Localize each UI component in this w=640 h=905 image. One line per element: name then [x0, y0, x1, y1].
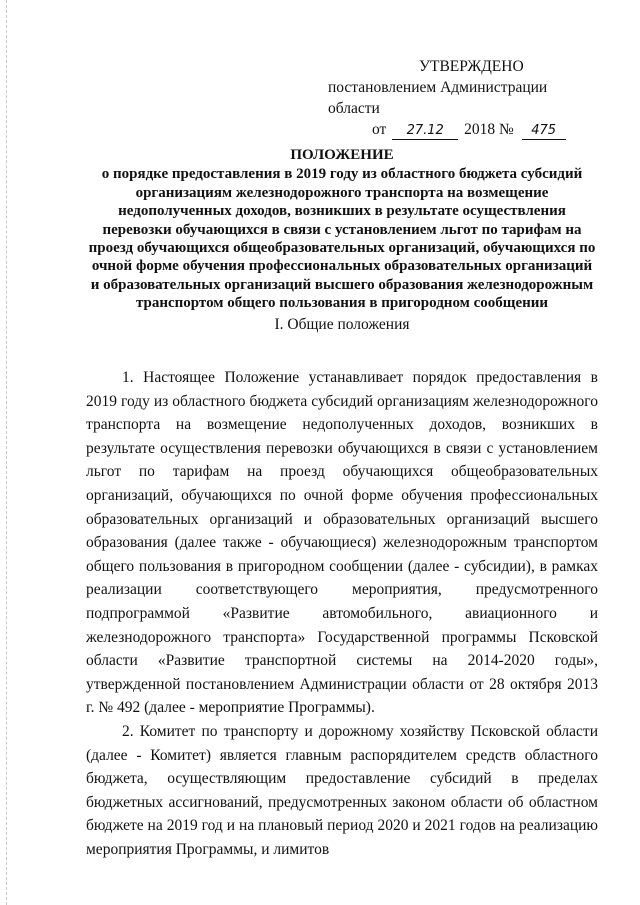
paragraph-1: 1. Настоящее Положение устанавливает порядок предоставления в 2019 году из областного бюджета субсидий организациям железнодорожного транспорта на возмещение недополученных доходов, возникших в результате осуществления перевозки обучающихся в связи с установлением льгот по тарифам на проезд обучающихся общеобразовательных организаций, обучающихся по очной форме обучения профессиональных образовательных организаций и образовательных организаций высшего образования (далее также - обучающиеся) железнодорожным транспортом общего пользования в пригородном сообщении (далее - субсидии), в рамках реализации соответствующего мероприятия, предусмотренного подпрограммой «Развитие автомобильного, авиационного и железнодорожного транспорта» Государственной программы Псковской области «Развитие транспортной системы на 2014-2020 годы», утвержденной постановлением Администрации области от 28 октября 2013 г. № 492 (далее - мероприятие Программы).: [86, 369, 598, 717]
approval-resolution-line: постановлением Администрации области: [328, 79, 548, 117]
section-heading: I. Общие положения: [274, 316, 410, 333]
document-heading: ПОЛОЖЕНИЕ: [290, 147, 394, 163]
document-body: [86, 366, 598, 861]
approval-handwritten-number: 475: [522, 123, 566, 140]
approval-stamp: [300, 56, 600, 140]
paragraph-2: 2. Комитет по транспорту и дорожному хозяйству Псковской области (далее - Комитет) является главным распорядителем средств областного бюджета, осуществляющим предоставление субсидий в пределах бюджетных ассигнований, предусмотренных законом области об областном бюджете на 2019 год и на плановый период 2020 и 2021 годов на реализацию мероприятия Программы, и лимитов: [86, 722, 598, 858]
approval-year-number-label: 2018 №: [464, 121, 514, 138]
document-subtitle: о порядке предоставления в 2019 году из областного бюджета субсидий организациям железнодорожного транспорта на возмещение недополученных доходов, возникших в результате осуществления перевозки обучающихся в связи с установлением льгот по тарифам на проезд обучающихся общеобразовательных организаций, обучающихся по очной форме обучения профессиональных образовательных организаций и образовательных организаций высшего образования железнодорожным транспортом общего пользования в пригородном сообщении: [88, 166, 596, 312]
approval-date-line: [300, 119, 600, 140]
approval-handwritten-date: 27.12: [392, 123, 458, 140]
document-title: [86, 146, 598, 313]
approval-title: УТВЕРЖДЕНО: [419, 58, 524, 75]
scan-edge-line: [6, 0, 7, 905]
approval-date-prefix: от: [372, 121, 387, 138]
